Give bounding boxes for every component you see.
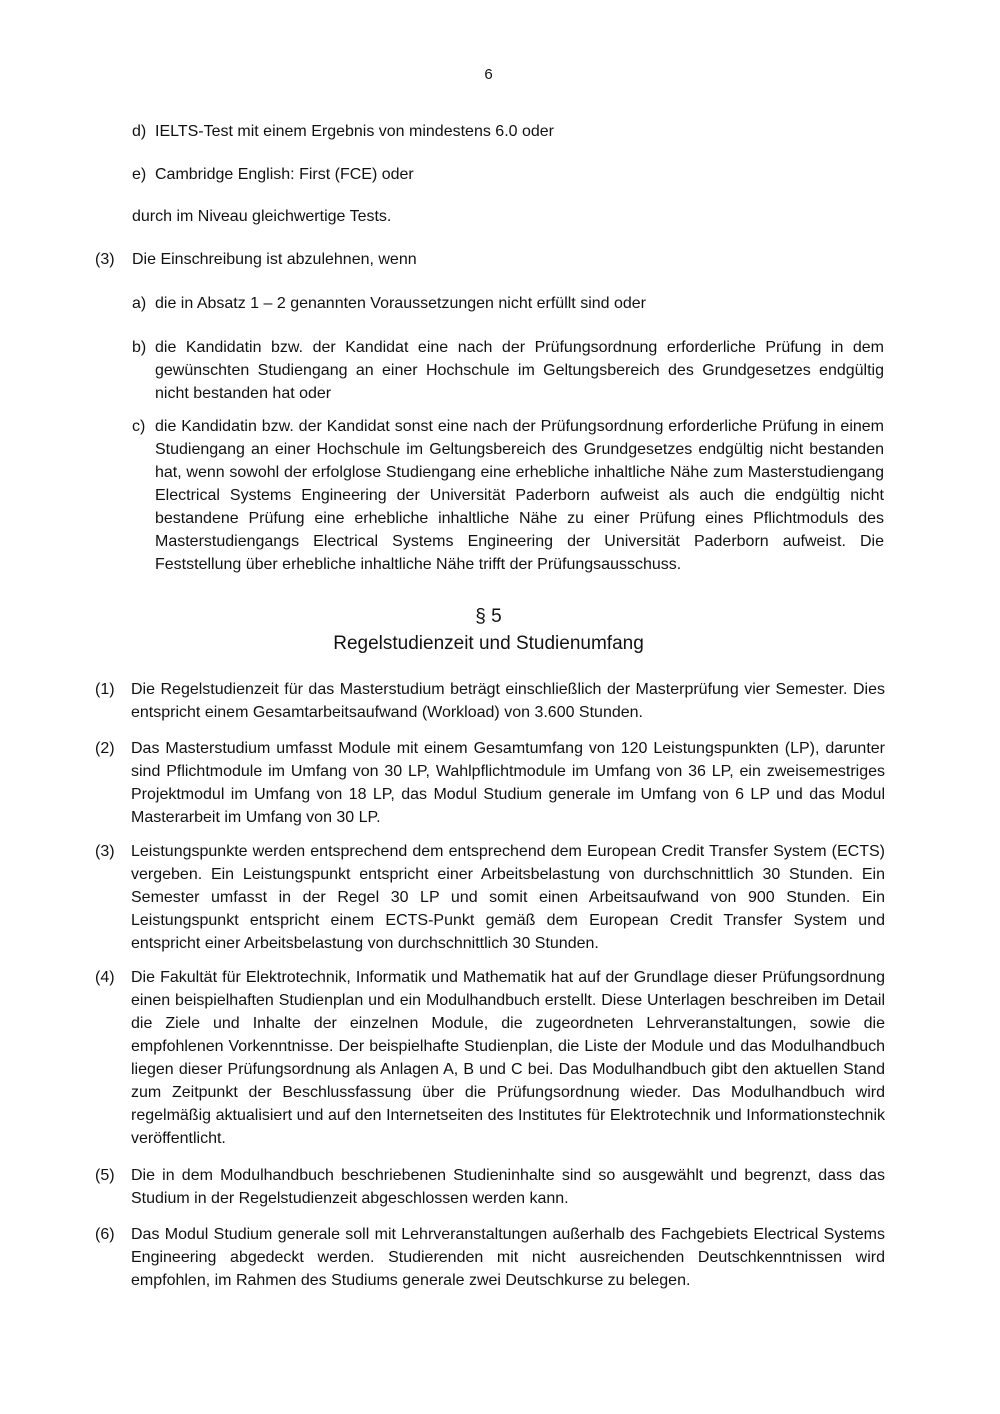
paragraph-text: Das Modul Studium generale soll mit Lehrveranstaltungen außerhalb des Fachgebiets Electrical Systems Engineering abgedeckt werden. Studierenden mit nicht ausreichenden Deutschkenntnissen wird empfohlen, im Rahmen des Studiums generale zwei Deutschkurse zu belegen. — [131, 1226, 885, 1289]
paragraph-label: (4) — [95, 969, 115, 986]
section-number: § 5 — [475, 606, 502, 627]
page-number: 6 — [484, 66, 493, 83]
item-label: b) — [132, 339, 147, 356]
item-text: die Kandidatin bzw. der Kandidat sonst eine nach der Prüfungsordnung erforderliche Prüfung in einem Studiengang an einer Hochschule im Geltungsbereich des Grundgesetzes endgültig nicht bestanden hat, wenn sowohl der erfolglose Studiengang eine erhebliche inhaltliche Nähe zum Masterstudiengang Electrical Systems Engineering der Universität Paderborn aufweist als auch die endgültig nicht bestandene Prüfung eine erhebliche inhaltliche Nähe zu einer Prüfung eines Pflichtmoduls des Masterstudiengangs Electrical Systems Engineering der Universität Paderborn aufweist. Die Feststellung über erhebliche inhaltliche Nähe trifft der Prüfungsausschuss. — [155, 418, 884, 573]
paragraph-text: Das Masterstudium umfasst Module mit einem Gesamtumfang von 120 Leistungspunkten (LP), darunter sind Pflichtmodule im Umfang von 30 LP, Wahlpflichtmodule im Umfang von 36 LP, ein zweisemestriges Projektmodul im Umfang von 18 LP, das Modul Studium generale im Umfang von 6 LP und das Modul Masterarbeit im Umfang von 30 LP. — [131, 740, 885, 826]
item-text: die in Absatz 1 – 2 genannten Voraussetzungen nicht erfüllt sind oder — [155, 295, 647, 312]
paragraph-label: (2) — [95, 740, 115, 757]
paragraph-label: (5) — [95, 1167, 115, 1184]
item-text: die Kandidatin bzw. der Kandidat eine nach der Prüfungsordnung erforderliche Prüfung in dem gewünschten Studiengang an einer Hochschule im Geltungsbereich des Grundgesetzes endgültig nicht bestanden hat oder — [155, 339, 884, 402]
item-label: d) — [132, 123, 147, 140]
paragraph-text: Die Regelstudienzeit für das Masterstudium beträgt einschließlich der Masterprüfung vier Semester. Dies entspricht einem Gesamtarbeitsaufwand (Workload) von 3.600 Stunden. — [131, 681, 885, 721]
item-text: Cambridge English: First (FCE) oder — [155, 166, 414, 183]
section-title: Regelstudienzeit und Studienumfang — [333, 633, 644, 654]
para-3-intro: Die Einschreibung ist abzulehnen, wenn — [132, 251, 417, 268]
paragraph-text: Leistungspunkte werden entsprechend dem entsprechend dem European Credit Transfer System (ECTS) vergeben. Ein Leistungspunkt entspricht einer Arbeitsbelastung von durchschnittlich 30 Stunden. Ein Semester umfasst in der Regel 30 LP und somit einen Arbeitsaufwand von 900 Stunden. Ein Leistungspunkt entspricht einem ECTS-Punkt gemäß dem European Credit Transfer System und entspricht einer Arbeitsbelastung von durchschnittlich 30 Stunden. — [131, 843, 885, 952]
para-3-label: (3) — [95, 251, 115, 268]
closing-line: durch im Niveau gleichwertige Tests. — [132, 208, 392, 225]
paragraph-text: Die Fakultät für Elektrotechnik, Informatik und Mathematik hat auf der Grundlage dieser Prüfungsordnung einen beispielhaften Studienplan und ein Modulhandbuch erstellt. Diese Unterlagen beschreiben im Detail die Ziele und Inhalte der einzelnen Module, die zugeordneten Lehrveranstaltungen, sowie die empfohlenen Vorkenntnisse. Der beispielhafte Studienplan, die Liste der Module und das Modulhandbuch liegen dieser Prüfungsordnung als Anlagen A, B und C bei. Das Modulhandbuch gibt den aktuellen Stand zum Zeitpunkt der Beschlussfassung über die Prüfungsordnung wieder. Das Modulhandbuch wird regelmäßig aktualisiert und auf den Internetseiten des Institutes für Elektrotechnik und Informationstechnik veröffentlicht. — [131, 969, 885, 1147]
item-label: c) — [132, 418, 146, 435]
item-label: e) — [132, 166, 147, 183]
paragraph-text: Die in dem Modulhandbuch beschriebenen Studieninhalte sind so ausgewählt und begrenzt, dass das Studium in der Regelstudienzeit abgeschlossen werden kann. — [131, 1167, 885, 1207]
item-text: IELTS-Test mit einem Ergebnis von mindestens 6.0 oder — [155, 123, 554, 140]
paragraph-label: (3) — [95, 843, 115, 860]
paragraph-label: (1) — [95, 681, 115, 698]
item-label: a) — [132, 295, 147, 312]
paragraph-label: (6) — [95, 1226, 115, 1243]
